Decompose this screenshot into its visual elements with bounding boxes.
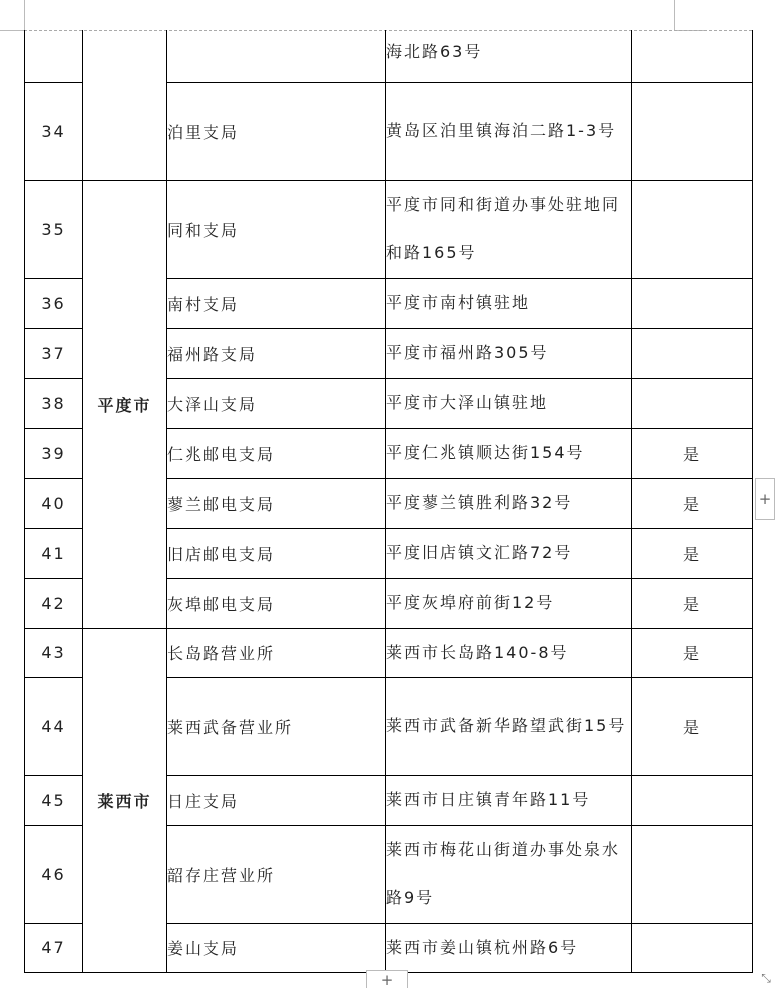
city-cell-pingdu: 平度市: [83, 180, 167, 628]
address-cell: 平度市福州路305号: [386, 328, 632, 378]
row-number-cell: [25, 30, 83, 82]
flag-cell: 是: [632, 677, 753, 775]
row-number-cell: 44: [25, 677, 83, 775]
add-row-button[interactable]: +: [366, 970, 408, 988]
address-cell: 平度市大泽山镇驻地: [386, 378, 632, 428]
crop-mark: [24, 0, 25, 30]
address-cell: 莱西市武备新华路望武街15号: [386, 677, 632, 775]
flag-cell: [632, 278, 753, 328]
branch-name-cell: 仁兆邮电支局: [167, 428, 386, 478]
address-cell: 平度市南村镇驻地: [386, 278, 632, 328]
table-resize-handle-icon[interactable]: ⤡: [761, 971, 771, 985]
address-cell: 平度旧店镇文汇路72号: [386, 528, 632, 578]
branch-name-cell: 旧店邮电支局: [167, 528, 386, 578]
flag-cell: 是: [632, 428, 753, 478]
city-cell: [83, 30, 167, 180]
branch-name-cell: 南村支局: [167, 278, 386, 328]
table-row: [25, 30, 753, 82]
row-number-cell: 40: [25, 478, 83, 528]
row-number-cell: 37: [25, 328, 83, 378]
address-cell: 黄岛区泊里镇海泊二路1-3号: [386, 82, 632, 180]
flag-cell: 是: [632, 628, 753, 677]
crop-mark: [0, 30, 24, 31]
branch-name-cell: 莱西武备营业所: [167, 677, 386, 775]
flag-cell: [632, 180, 753, 278]
add-column-button[interactable]: +: [755, 478, 775, 520]
branch-name-cell: 灰埠邮电支局: [167, 578, 386, 628]
row-number-cell: 36: [25, 278, 83, 328]
branch-name-cell: 长岛路营业所: [167, 628, 386, 677]
address-cell: 平度蓼兰镇胜利路32号: [386, 478, 632, 528]
flag-cell: 是: [632, 478, 753, 528]
branch-name-cell: 姜山支局: [167, 923, 386, 972]
address-cell: 平度仁兆镇顺达街154号: [386, 428, 632, 478]
row-number-cell: 35: [25, 180, 83, 278]
row-number-cell: 42: [25, 578, 83, 628]
flag-cell: [632, 82, 753, 180]
branch-table: [24, 30, 753, 973]
flag-cell: [632, 30, 753, 82]
flag-cell: [632, 328, 753, 378]
row-number-cell: 34: [25, 82, 83, 180]
flag-cell: 是: [632, 528, 753, 578]
flag-cell: [632, 775, 753, 825]
city-cell-laixi: 莱西市: [83, 628, 167, 972]
address-cell: 莱西市梅花山街道办事处泉水路9号: [386, 825, 632, 923]
table-row: [25, 628, 753, 677]
address-cell: 莱西市日庄镇青年路11号: [386, 775, 632, 825]
branch-name-cell: 泊里支局: [167, 82, 386, 180]
address-cell: 海北路63号: [386, 30, 632, 82]
row-number-cell: 45: [25, 775, 83, 825]
row-number-cell: 43: [25, 628, 83, 677]
address-cell: 莱西市姜山镇杭州路6号: [386, 923, 632, 972]
flag-cell: 是: [632, 578, 753, 628]
flag-cell: [632, 825, 753, 923]
address-cell: 平度市同和街道办事处驻地同和路165号: [386, 180, 632, 278]
branch-name-cell: 韶存庄营业所: [167, 825, 386, 923]
branch-name-cell: 福州路支局: [167, 328, 386, 378]
address-cell: 平度灰埠府前街12号: [386, 578, 632, 628]
row-number-cell: 39: [25, 428, 83, 478]
crop-mark: [674, 0, 675, 30]
branch-name-cell: [167, 30, 386, 82]
row-number-cell: 46: [25, 825, 83, 923]
row-number-cell: 38: [25, 378, 83, 428]
branch-name-cell: 蓼兰邮电支局: [167, 478, 386, 528]
flag-cell: [632, 923, 753, 972]
address-cell: 莱西市长岛路140-8号: [386, 628, 632, 677]
branch-name-cell: 同和支局: [167, 180, 386, 278]
row-number-cell: 47: [25, 923, 83, 972]
row-number-cell: 41: [25, 528, 83, 578]
flag-cell: [632, 378, 753, 428]
branch-name-cell: 大泽山支局: [167, 378, 386, 428]
table-row: [25, 180, 753, 278]
branch-name-cell: 日庄支局: [167, 775, 386, 825]
